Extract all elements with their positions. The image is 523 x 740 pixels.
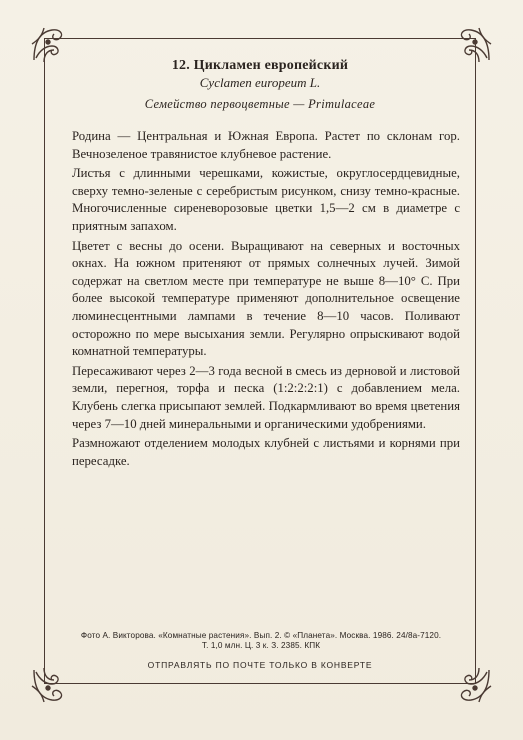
corner-ornament-icon: [453, 666, 493, 706]
description-body: [72, 128, 460, 472]
corner-ornament-icon: [30, 666, 70, 706]
paragraph-repotting: Пересаживают через 2—3 года весной в смесь из дерновой и листовой земли, перегноя, торфа и песка (1:2:2:2:1) с добавлением мела. Клубень слегка присыпают землей. Подкармливают во время цветения через 7—10 дней минеральными и органическими удобрениями.: [72, 363, 460, 431]
paragraph-origin: Родина — Центральная и Южная Европа. Растет по склонам гор. Вечнозеленое травянистое клубневое растение.: [72, 129, 460, 161]
latin-name: Cyclamen europeum L.: [199, 75, 321, 90]
plant-family: Семейство первоцветные — Primulaceae: [144, 97, 376, 111]
mailing-note: ОТПРАВЛЯТЬ ПО ПОЧТЕ ТОЛЬКО В КОНВЕРТЕ: [147, 660, 373, 670]
plant-title: 12. Цикламен европейский: [171, 58, 349, 73]
paragraph-leaves: Листья с длинными черешками, кожистые, округлосердцевидные, сверху темно-зеленые с серебристым рисунком, снизу темно-красные. Многочисленные сиреневорозовые цветки 1,5—2 см в диаметре с приятным запахом.: [72, 166, 460, 233]
publication-credit: [54, 631, 468, 651]
credit-line-1: Фото А. Викторова. «Комнатные растения». Вып. 2. © «Планета». Москва. 1986. 24/8а-7120.: [80, 631, 442, 640]
paragraph-propagation: Размножают отделением молодых клубней с листьями и корнями при пересадке.: [72, 436, 460, 468]
credit-line-2: Т. 1,0 млн. Ц. 3 к. З. 2385. КПК: [201, 641, 321, 650]
paragraph-care: Цветет с весны до осени. Выращивают на северных и восточных окнах. На южном притеняют от прямых солнечных лучей. Зимой содержат на светлом месте при температуре не выше 8—10° С. При более высокой температуре применяют дополнительное освещение люминесцентными лампами в течение 8—10 часов. Поливают осторожно по мере высыхания земли. Регулярно опрыскивают водой комнатной температуры.: [72, 238, 460, 359]
